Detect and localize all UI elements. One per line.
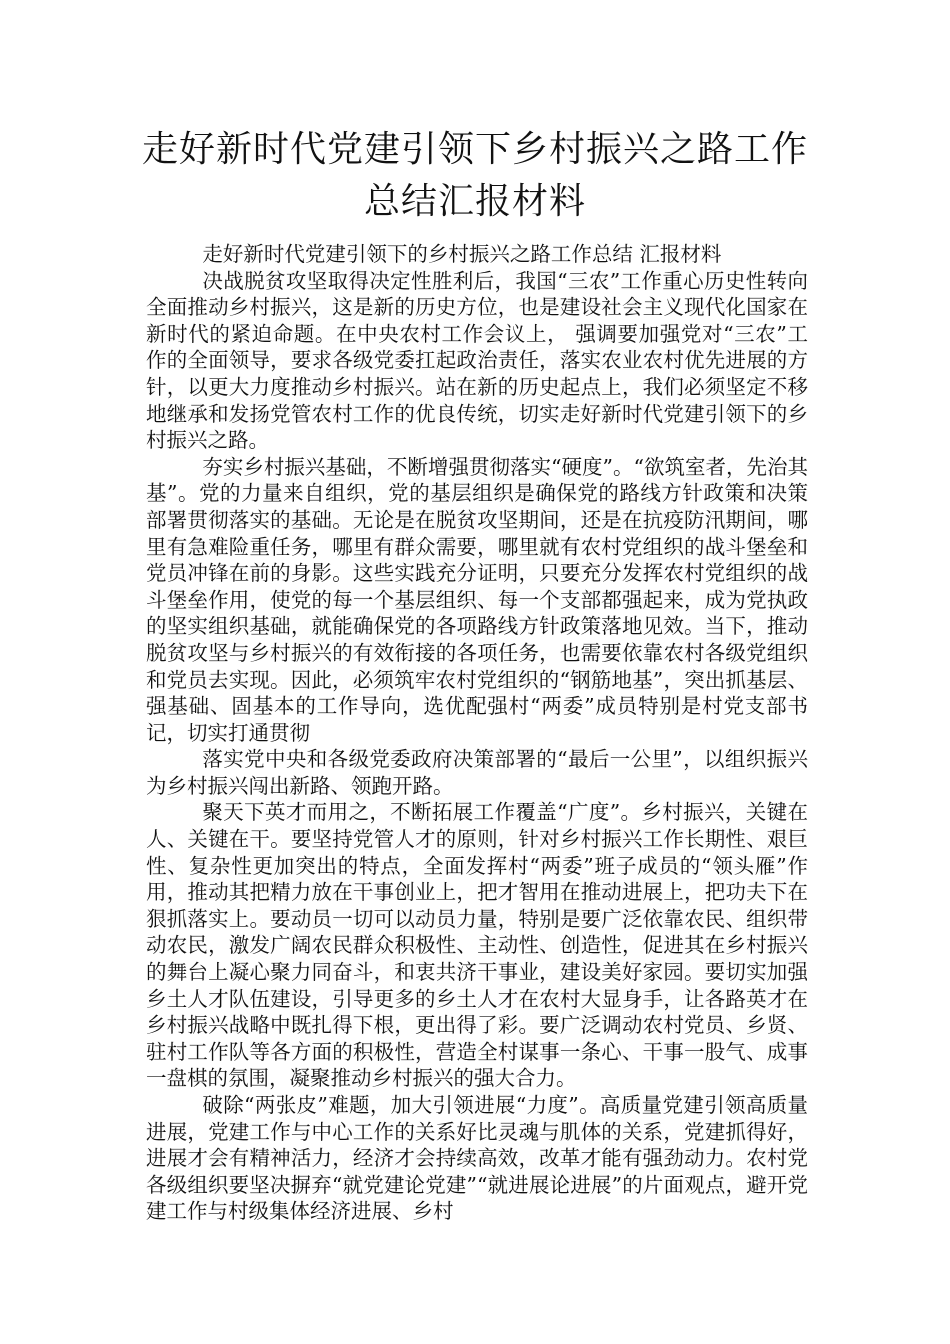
paragraph-subtitle: 走好新时代党建引领下的乡村振兴之路工作总结 汇报材料 — [202, 242, 722, 266]
paragraph: 落实党中央和各级党委政府决策部署的“最后一公里”，以组织振兴为乡村振兴闯出新路、领跑开路。 — [146, 747, 808, 798]
paragraph: 破除“两张皮”难题，加大引领进展“力度”。高质量党建引领高质量进展，党建工作与中心工作的关系好比灵魂与肌体的关系，党建抓得好，进展才会有精神活力，经济才会持续高效，改革才能有强劲动力。农村党各级组织要坚决摒弃“就党建论党建”“就进展论进展”的片面观点，避开党建工作与村级集体经济进展、乡村 — [146, 1093, 808, 1224]
paragraph: 决战脱贫攻坚取得决定性胜利后，我国“三农”工作重心历史性转向全面推动乡村振兴，这是新的历史方位，也是建设社会主义现代化国家在新时代的紧迫命题。在中央农村工作会议上， 强调要加强党对“三农”工作的全面领导，要求各级党委扛起政治责任，落实农业农村优先进展的方针，以更大力度推动乡村振兴。站在新的历史起点上，我们必须坚定不移地继承和发扬党管农村工作的优良传统，切实走好新时代党建引领下的乡村振兴之路。 — [146, 268, 808, 453]
title-line-2: 总结汇报材料 — [363, 181, 586, 222]
title-line-1: 走好新时代党建引领下乡村振兴之路工作 — [141, 129, 808, 170]
document-body — [146, 241, 808, 1225]
paragraph: 聚天下英才而用之，不断拓展工作覆盖“广度”。乡村振兴，关键在人、关键在干。要坚持党管人才的原则，针对乡村振兴工作长期性、艰巨性、复杂性更加突出的特点，全面发挥村“两委”班子成员的“领头雁”作用，推动其把精力放在干事创业上，把才智用在推动进展上，把功夫下在狠抓落实上。要动员一切可以动员力量，特别是要广泛依靠农民、组织带动农民，激发广阔农民群众积极性、主动性、创造性，促进其在乡村振兴的舞台上凝心聚力同奋斗，和衷共济干事业，建设美好家园。要切实加强乡土人才队伍建设，引导更多的乡土人才在农村大显身手，让各路英才在乡村振兴战略中既扎得下根，更出得了彩。要广泛调动农村党员、乡贤、驻村工作队等各方面的积极性，营造全村谋事一条心、干事一股气、成事一盘棋的氛围，凝聚推动乡村振兴的强大合力。 — [146, 800, 808, 1091]
document-title — [120, 124, 830, 228]
paragraph: 夯实乡村振兴基础，不断增强贯彻落实“硬度”。“欲筑室者，先治其基”。党的力量来自组织，党的基层组织是确保党的路线方针政策和决策部署贯彻落实的基础。无论是在脱贫攻坚期间，还是在抗疫防汛期间，哪里有急难险重任务，哪里有群众需要，哪里就有农村党组织的战斗堡垒和党员冲锋在前的身影。这些实践充分证明，只要充分发挥农村党组织的战斗堡垒作用，使党的每一个基层组织、每一个支部都强起来，成为党执政的坚实组织基础，就能确保党的各项路线方针政策落地见效。当下，推动脱贫攻坚与乡村振兴的有效衔接的各项任务，也需要依靠农村各级党组织和党员去实现。因此，必须筑牢农村党组织的“钢筋地基”，突出抓基层、强基础、固基本的工作导向，选优配强村“两委”成员特别是村党支部书记，切实打通贯彻 — [146, 454, 808, 745]
